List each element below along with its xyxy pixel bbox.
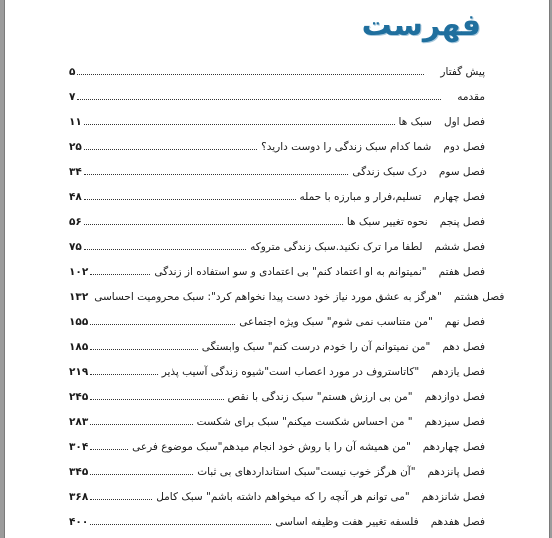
- toc-entry-label: [195, 416, 485, 428]
- toc-entry-label: [248, 241, 485, 253]
- toc-entry-label: [298, 191, 485, 203]
- toc-chapter: فصل هفتم: [438, 266, 485, 278]
- toc-chapter: فصل هشتم: [453, 291, 505, 303]
- dot-leader: [90, 399, 223, 400]
- toc-chapter: فصل ششم: [434, 241, 485, 253]
- toc-title: "من متناسب نمی شوم" سبک ویژه اجتماعی: [239, 316, 433, 328]
- toc-title: "من نمیتوانم آن را خودم درست کنم" سبک وابستگی: [201, 341, 431, 353]
- toc-chapter: پیش گفتار: [440, 66, 485, 78]
- toc-chapter: فصل یازدهم: [431, 366, 485, 378]
- toc-entry: [69, 162, 485, 178]
- toc-entry: [69, 412, 485, 428]
- toc-page-number: ۱۸۵: [69, 341, 89, 353]
- toc-page-number: ۳۶۸: [69, 491, 89, 503]
- toc-entry-label: [226, 391, 485, 403]
- toc-chapter: فصل پانزدهم: [427, 466, 485, 478]
- dot-leader: [77, 99, 441, 100]
- toc-title: فلسفه تغییر هفت وظیفه اساسی: [275, 516, 419, 528]
- document-page: [4, 0, 550, 538]
- toc-entry: [69, 362, 485, 378]
- toc-page-number: ۳۰۴: [69, 441, 89, 453]
- toc-chapter: فصل پنجم: [439, 216, 485, 228]
- dot-leader: [84, 149, 257, 150]
- toc-chapter: فصل شانزدهم: [421, 491, 485, 503]
- toc-chapter: فصل چهاردهم: [422, 441, 485, 453]
- toc-chapter: فصل اول: [443, 116, 485, 128]
- toc-entry: [69, 112, 485, 128]
- toc-title: "من بی ارزش هستم" سبک زندگی با نقص: [227, 391, 413, 403]
- toc-entry-label: [92, 291, 504, 303]
- dot-leader: [84, 124, 395, 125]
- toc-title: نحوه تغییر سبک ها: [346, 216, 428, 228]
- toc-entry: [69, 287, 505, 303]
- toc-title: شما کدام سبک زندگی را دوست دارید؟: [261, 141, 432, 153]
- toc-title: "من همیشه آن را با روش خود انجام میدهم"سبک موضوع فرعی: [132, 441, 411, 453]
- toc-entry: [69, 87, 485, 103]
- toc-title: درک سبک زندگی: [352, 166, 427, 178]
- dot-leader: [90, 374, 157, 375]
- toc-entry: [69, 387, 485, 403]
- toc-entry-label: [130, 441, 485, 453]
- page-title: فهرست: [361, 8, 481, 43]
- toc-entry-label: [154, 491, 485, 503]
- dot-leader: [84, 249, 246, 250]
- toc-page-number: ۷: [69, 91, 76, 103]
- toc-page-number: ۲۱۹: [69, 366, 89, 378]
- dot-leader: [90, 449, 128, 450]
- toc-entry-label: [195, 466, 485, 478]
- toc-entry-label: [443, 91, 485, 103]
- toc-chapter: فصل سیزدهم: [424, 416, 485, 428]
- dot-leader: [90, 324, 235, 325]
- toc-page-number: ۷۵: [69, 241, 82, 253]
- toc-entry-label: [273, 516, 485, 528]
- dot-leader: [90, 524, 271, 525]
- toc-entry: [69, 62, 485, 78]
- toc-entry-label: [237, 316, 485, 328]
- toc-entry-label: [397, 116, 485, 128]
- dot-leader: [90, 499, 152, 500]
- toc-page-number: ۱۰۲: [69, 266, 89, 278]
- dot-leader: [84, 199, 296, 200]
- toc-chapter: مقدمه: [457, 91, 485, 103]
- dot-leader: [90, 474, 193, 475]
- toc-entry: [69, 437, 485, 453]
- dot-leader: [90, 349, 198, 350]
- toc-entry-label: [160, 366, 485, 378]
- toc-entry-label: [426, 66, 485, 78]
- toc-entry-label: [152, 266, 485, 278]
- toc-title: تسلیم،فرار و مبارزه با حمله: [299, 191, 422, 203]
- toc-page-number: ۲۸۳: [69, 416, 89, 428]
- toc-title: لطفا مرا ترک نکنید.سبک زندگی متروکه: [250, 241, 423, 253]
- toc-entry: [69, 137, 485, 153]
- toc-page-number: ۵: [69, 66, 76, 78]
- dot-leader: [84, 174, 349, 175]
- toc-title: "آن هرگز خوب نیست"سبک استانداردهای بی ثبات: [197, 466, 416, 478]
- toc-title: "هرگز به عشق مورد نیاز خود دست پیدا نخواهم کرد": سبک محرومیت احساسی: [94, 291, 442, 303]
- toc-page-number: ۵۶: [69, 216, 82, 228]
- dot-leader: [90, 424, 192, 425]
- toc-entry: [69, 187, 485, 203]
- toc-chapter: فصل دوم: [443, 141, 485, 153]
- toc-entry: [69, 312, 485, 328]
- toc-entry: [69, 462, 485, 478]
- toc-chapter: فصل چهارم: [433, 191, 485, 203]
- toc-title: " من احساس شکست میکنم" سبک برای شکست: [196, 416, 413, 428]
- dot-leader: [84, 224, 343, 225]
- toc-title: "کاتاستروف در مورد اعصاب است"شیوه زندگی آسیب پذیر: [161, 366, 420, 378]
- toc-entry: [69, 512, 485, 528]
- toc-page-number: ۳۴: [69, 166, 82, 178]
- toc-title: سبک ها: [398, 116, 432, 128]
- toc-chapter: فصل دوازدهم: [424, 391, 485, 403]
- toc-page-number: ۱۱: [69, 116, 82, 128]
- toc-chapter: فصل هفدهم: [430, 516, 485, 528]
- toc-entry-label: [200, 341, 485, 353]
- toc-entry-label: [259, 141, 485, 153]
- toc-page-number: ۲۵: [69, 141, 82, 153]
- toc-chapter: فصل سوم: [438, 166, 485, 178]
- toc-entry-label: [345, 216, 485, 228]
- toc-page-number: ۴۰۰: [69, 516, 89, 528]
- toc-entry: [69, 337, 485, 353]
- toc-page-number: ۴۸: [69, 191, 82, 203]
- toc-page-number: ۳۴۵: [69, 466, 89, 478]
- toc-entry: [69, 212, 485, 228]
- toc-page-number: ۱۵۵: [69, 316, 89, 328]
- toc-page-number: ۲۴۵: [69, 391, 89, 403]
- toc-title: "نمیتوانم به او اعتماد کنم" بی اعتمادی و سو استفاده از زندگی: [154, 266, 427, 278]
- toc-entry: [69, 262, 485, 278]
- toc-title: "می توانم هر آنچه را که میخواهم داشته باشم" سبک کامل: [156, 491, 410, 503]
- dot-leader: [77, 74, 424, 75]
- toc-chapter: فصل نهم: [444, 316, 485, 328]
- toc-entry-label: [350, 166, 485, 178]
- toc-entry: [69, 237, 485, 253]
- toc-chapter: فصل دهم: [442, 341, 485, 353]
- dot-leader: [90, 274, 150, 275]
- toc-page-number: ۱۳۲: [69, 291, 89, 303]
- toc-entry: [69, 487, 485, 503]
